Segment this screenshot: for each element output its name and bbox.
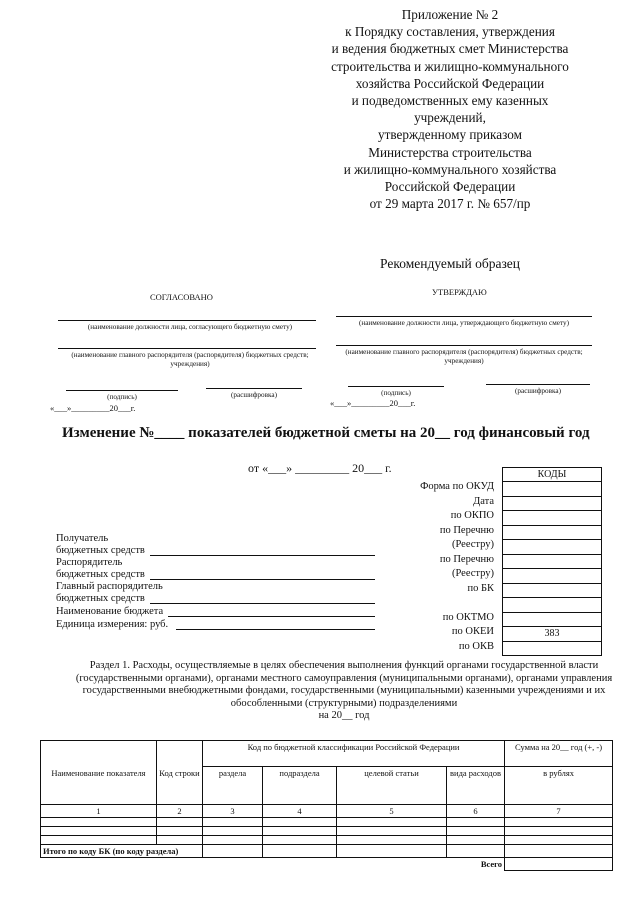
- recipient-field[interactable]: [150, 555, 375, 556]
- approved-org-caption: (наименование главного распорядителя (распорядителя) бюджетных средств; учреждения): [345, 348, 583, 365]
- table-cell[interactable]: [337, 827, 447, 836]
- code-label: по Перечню: [439, 524, 494, 536]
- col-header-type: вида расходов: [447, 767, 505, 805]
- table-row: [41, 836, 613, 845]
- code-label: Форма по ОКУД: [420, 481, 494, 492]
- table-cell[interactable]: [505, 818, 613, 827]
- total-row: [41, 858, 613, 871]
- code-cell[interactable]: [503, 583, 602, 598]
- chief-manager-label: Главный распорядитель: [56, 581, 163, 592]
- code-label: по ОКВ: [458, 640, 494, 652]
- manager-funds-label: бюджетных средств: [56, 569, 145, 580]
- col-header-name: Наименование показателя: [41, 741, 157, 805]
- table-cell[interactable]: [41, 818, 157, 827]
- col-header-podrazdel: подраздела: [263, 767, 337, 805]
- recipient-funds-label: бюджетных средств: [56, 545, 145, 556]
- unit-field[interactable]: [176, 629, 375, 630]
- section-year: на 20__ год: [318, 710, 370, 721]
- col-number: 6: [447, 805, 505, 818]
- header-line: Российской Федерации: [384, 179, 516, 195]
- table-cell[interactable]: [263, 836, 337, 845]
- table-cell[interactable]: [157, 836, 203, 845]
- chief-manager-funds-label: бюджетных средств: [56, 593, 145, 604]
- section-description: [74, 660, 614, 723]
- code-cell[interactable]: [503, 525, 602, 540]
- table-cell[interactable]: [157, 818, 203, 827]
- agreed-signature-line: [66, 390, 178, 391]
- table-cell[interactable]: [263, 827, 337, 836]
- code-cell[interactable]: [503, 598, 602, 613]
- code-cell[interactable]: 383: [503, 627, 602, 642]
- document-title: Изменение №____ показателей бюджетной сметы на 20__ год финансовый год: [62, 425, 590, 441]
- table-cell[interactable]: [41, 836, 157, 845]
- table-cell[interactable]: [41, 827, 157, 836]
- approved-org-line: [336, 345, 592, 346]
- col-number: 5: [337, 805, 447, 818]
- chief-manager-field[interactable]: [150, 603, 375, 604]
- agreed-org-line: [58, 348, 316, 349]
- table-cell[interactable]: [505, 845, 613, 858]
- budget-name-field[interactable]: [168, 616, 375, 617]
- total-bk-label: Итого по коду БК (по коду раздела): [41, 845, 203, 858]
- code-cell[interactable]: [503, 641, 602, 656]
- agreed-position-caption: (наименование должности лица, согласующего бюджетную смету): [87, 323, 293, 331]
- table-cell[interactable]: [337, 836, 447, 845]
- header-line: утвержденному приказом: [378, 127, 522, 143]
- header-line: Министерства строительства: [368, 144, 532, 160]
- codes-labels: [380, 481, 494, 655]
- table-row: [41, 818, 613, 827]
- agreed-signature-caption: (подпись): [107, 393, 137, 401]
- header-line: хозяйства Российской Федерации: [355, 75, 545, 91]
- recipient-label: Получатель: [56, 533, 109, 544]
- table-cell[interactable]: [337, 845, 447, 858]
- code-label: по ОКПО: [450, 510, 494, 521]
- code-label: [380, 597, 494, 612]
- recommended-sample-label: Рекомендуемый образец: [380, 256, 521, 271]
- code-label: (Реестру): [451, 568, 494, 579]
- header-line: строительства и жилищно-коммунального: [331, 58, 569, 74]
- table-cell[interactable]: [203, 827, 263, 836]
- total-value-cell[interactable]: [505, 858, 613, 871]
- code-label: по ОКЕИ: [451, 626, 494, 637]
- approved-position-caption: (наименование должности лица, утверждающего бюджетную смету): [358, 319, 569, 327]
- header-line: от 29 марта 2017 г. № 657/пр: [369, 196, 531, 212]
- col-number: 3: [203, 805, 263, 818]
- approved-signature-caption: (подпись): [381, 389, 411, 397]
- total-bk-row: [41, 845, 613, 858]
- col-header-target: целевой статьи: [337, 767, 447, 805]
- code-label: по ОКТМО: [442, 611, 494, 623]
- code-cell[interactable]: [503, 612, 602, 627]
- budget-table: [40, 740, 613, 871]
- table-cell[interactable]: [505, 836, 613, 845]
- col-number: 7: [505, 805, 613, 818]
- col-header-rub: в рублях: [505, 767, 613, 805]
- table-cell[interactable]: [337, 818, 447, 827]
- code-cell[interactable]: [503, 554, 602, 569]
- approved-position-line: [336, 316, 592, 317]
- code-cell[interactable]: [503, 540, 602, 555]
- col-header-razdel: раздела: [203, 767, 263, 805]
- header-line: и жилищно-коммунального хозяйства: [343, 161, 557, 177]
- approved-date: «___»_________20___г.: [330, 398, 416, 408]
- agreed-date: «___»_________20___г.: [50, 403, 136, 413]
- approved-decoding-caption: (расшифровка): [515, 387, 561, 395]
- table-cell[interactable]: [203, 818, 263, 827]
- col-number: 2: [157, 805, 203, 818]
- approved-decoding-line: [486, 384, 590, 385]
- agreed-decoding-caption: (расшифровка): [231, 391, 277, 399]
- code-label: по БК: [467, 582, 494, 594]
- code-label: по Перечню: [439, 553, 494, 565]
- table-row: [41, 827, 613, 836]
- budget-name-label: Наименование бюджета: [56, 606, 164, 617]
- table-cell[interactable]: [505, 827, 613, 836]
- code-cell[interactable]: [503, 482, 602, 497]
- agreed-org-caption: (наименование главного распорядителя (распорядителя) бюджетных средств; учреждения): [71, 351, 309, 368]
- table-cell[interactable]: [263, 845, 337, 858]
- table-cell[interactable]: [203, 845, 263, 858]
- header-line: и ведения бюджетных смет Министерства: [331, 41, 569, 57]
- document-date-line: от «___» _________ 20___ г.: [248, 461, 392, 475]
- col-header-bk: Код по бюджетной классификации Российской Федерации: [203, 741, 505, 767]
- col-header-sum: Сумма на 20__ год (+, -): [505, 741, 613, 767]
- total-label: Всего: [480, 859, 503, 869]
- manager-label: Распорядитель: [56, 557, 123, 568]
- agreed-label: СОГЛАСОВАНО: [150, 292, 213, 302]
- code-label: Дата: [473, 495, 494, 507]
- appendix-header: [300, 6, 600, 212]
- approved-signature-line: [348, 386, 444, 387]
- codes-header: КОДЫ: [503, 468, 602, 482]
- section-text: Раздел 1. Расходы, осуществляемые в целях обеспечения выполнения функций органами государственной власти (государственными органами), органами местного самоуправления (муниципальными органами), органами управления государственными внебюджетными фондами, государственными (муниципальными) казенными учреждениями и их обособленными (структурными) подразделениями: [75, 660, 613, 709]
- header-line: к Порядку составления, утверждения: [345, 24, 555, 40]
- approved-label: УТВЕРЖДАЮ: [432, 287, 487, 297]
- table-cell[interactable]: [447, 836, 505, 845]
- table-cell[interactable]: [447, 818, 505, 827]
- col-header-code: Код строки: [157, 741, 203, 805]
- table-cell[interactable]: [447, 827, 505, 836]
- agreed-position-line: [58, 320, 316, 321]
- code-cell[interactable]: [503, 569, 602, 584]
- code-cell[interactable]: [503, 511, 602, 526]
- table-cell[interactable]: [157, 827, 203, 836]
- codes-table: [502, 467, 602, 656]
- manager-field[interactable]: [150, 579, 375, 580]
- header-line: Приложение № 2: [401, 7, 499, 22]
- code-label: (Реестру): [451, 539, 494, 550]
- table-cell[interactable]: [263, 818, 337, 827]
- code-cell[interactable]: [503, 496, 602, 511]
- col-number: 4: [263, 805, 337, 818]
- header-line: учреждений,: [414, 110, 486, 126]
- table-cell[interactable]: [447, 845, 505, 858]
- table-cell[interactable]: [203, 836, 263, 845]
- col-number: 1: [41, 805, 157, 818]
- header-line: и подведомственных ему казенных: [351, 93, 549, 109]
- unit-label: Единица измерения: руб.: [56, 619, 169, 630]
- agreed-decoding-line: [206, 388, 302, 389]
